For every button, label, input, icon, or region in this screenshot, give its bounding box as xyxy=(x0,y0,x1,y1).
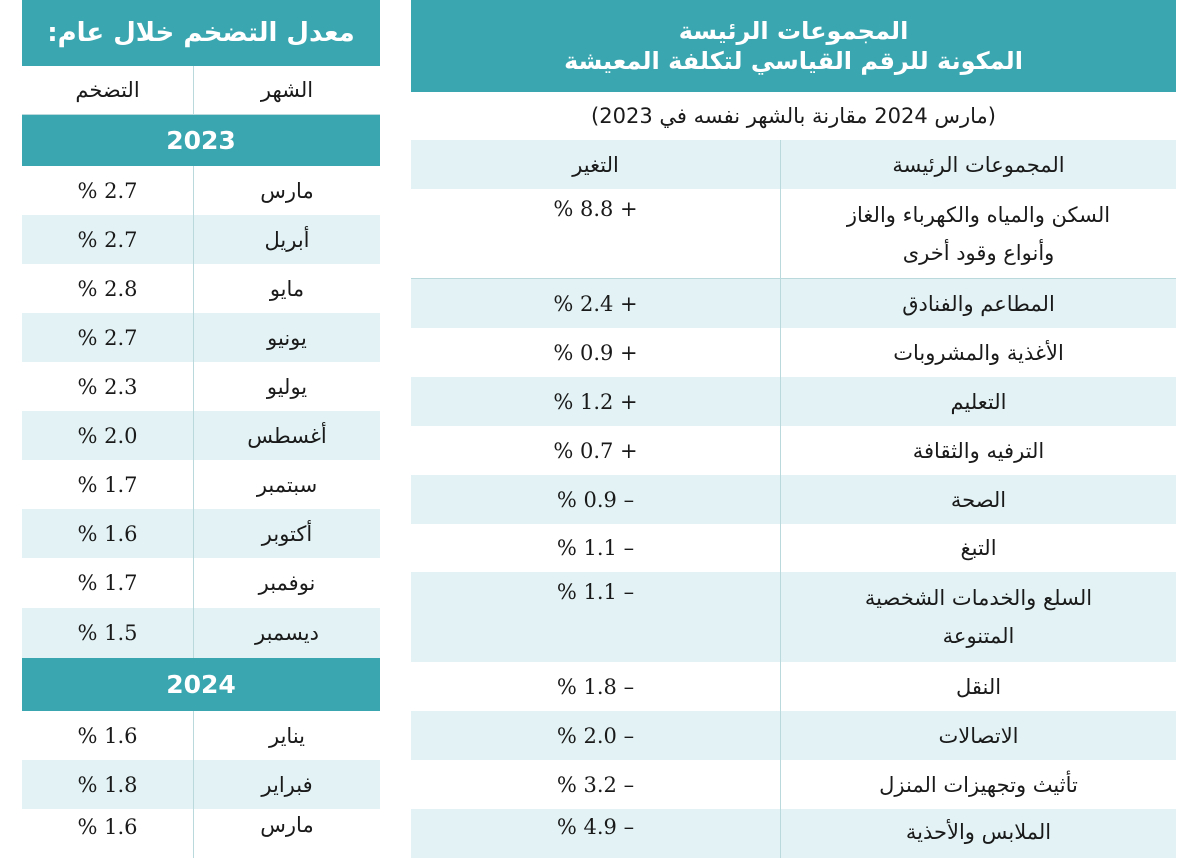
list-item xyxy=(22,166,380,215)
header-inflation: التضخم xyxy=(22,66,194,114)
table-row xyxy=(411,377,1176,426)
list-item xyxy=(22,362,380,411)
group-name: المطاعم والفنادق xyxy=(902,291,1055,316)
month-name: سبتمبر xyxy=(256,472,318,497)
change-value: % 2.4 + xyxy=(411,279,781,328)
list-item xyxy=(22,215,380,264)
inflation-value: % 1.6 xyxy=(22,509,194,558)
change-value: % 0.9 – xyxy=(411,475,781,524)
table-row xyxy=(411,711,1176,760)
list-item xyxy=(22,809,380,858)
month-name: يناير xyxy=(269,723,306,748)
group-name: التبغ xyxy=(960,536,997,560)
table-row xyxy=(411,524,1176,572)
inflation-value: % 1.5 xyxy=(22,608,194,658)
group-name: الاتصالات xyxy=(938,723,1019,748)
inflation-value: % 1.8 xyxy=(22,760,194,809)
group-name: تأثيث وتجهيزات المنزل xyxy=(879,772,1078,797)
table-row xyxy=(411,662,1176,711)
inflation-value: % 1.7 xyxy=(22,460,194,509)
month-name: أغسطس xyxy=(247,423,327,448)
table-row xyxy=(411,475,1176,524)
inflation-value: % 2.0 xyxy=(22,411,194,460)
main-table-title xyxy=(411,0,1176,92)
change-value: % 1.1 – xyxy=(411,572,781,662)
table-row xyxy=(411,809,1176,858)
list-item xyxy=(22,558,380,608)
table-row xyxy=(411,426,1176,475)
month-name: نوفمبر xyxy=(258,571,316,595)
list-item xyxy=(22,711,380,760)
inflation-value: % 1.6 xyxy=(22,711,194,760)
group-name: الصحة xyxy=(950,487,1007,512)
list-item xyxy=(22,760,380,809)
header-change: التغير xyxy=(411,140,781,189)
list-item xyxy=(22,509,380,558)
inflation-value: % 1.7 xyxy=(22,558,194,608)
header-group: المجموعات الرئيسة xyxy=(892,152,1065,177)
side-table-header-row xyxy=(22,66,380,115)
change-value: % 1.1 – xyxy=(411,524,781,572)
change-value: % 0.7 + xyxy=(411,426,781,475)
list-item xyxy=(22,460,380,509)
inflation-value: % 2.8 xyxy=(22,264,194,313)
list-item xyxy=(22,313,380,362)
change-value: % 4.9 – xyxy=(411,809,781,858)
group-name: التعليم xyxy=(950,389,1007,414)
main-table-subtitle: (مارس 2024 مقارنة بالشهر نفسه في 2023) xyxy=(411,92,1176,140)
month-name: يونيو xyxy=(267,325,307,350)
annual-inflation-table xyxy=(22,0,380,839)
year-2023-label: 2023 xyxy=(22,115,380,166)
main-title-line2: المكونة للرقم القياسي لتكلفة المعيشة xyxy=(564,47,1023,75)
change-value: % 1.2 + xyxy=(411,377,781,426)
change-value: % 8.8 + xyxy=(411,189,781,278)
list-item xyxy=(22,264,380,313)
group-name: النقل xyxy=(955,674,1002,699)
group-name: الترفيه والثقافة xyxy=(912,438,1045,463)
inflation-value: % 2.3 xyxy=(22,362,194,411)
group-name: السكن والمياه والكهرباء والغاز وأنواع وقود أخرى xyxy=(846,202,1111,265)
main-title-line1: المجموعات الرئيسة xyxy=(678,17,909,45)
change-value: % 1.8 – xyxy=(411,662,781,711)
group-name: السلع والخدمات الشخصية المتنوعة xyxy=(864,586,1093,648)
table-row xyxy=(411,328,1176,377)
table-row xyxy=(411,189,1176,279)
month-name: ديسمبر xyxy=(255,621,319,645)
change-value: % 3.2 – xyxy=(411,760,781,809)
table-row xyxy=(411,572,1176,662)
inflation-value: % 2.7 xyxy=(22,215,194,264)
month-name: مارس xyxy=(260,813,314,837)
group-name: الأغذية والمشروبات xyxy=(893,340,1064,365)
change-value: % 0.9 + xyxy=(411,328,781,377)
inflation-value: % 2.7 xyxy=(22,313,194,362)
group-name: الملابس والأحذية xyxy=(905,820,1052,844)
header-month: الشهر xyxy=(260,78,314,102)
month-name: مايو xyxy=(269,276,305,301)
month-name: مارس xyxy=(260,178,314,203)
table-row xyxy=(411,760,1176,809)
side-table-title: معدل التضخم خلال عام: xyxy=(22,0,380,66)
table-row xyxy=(411,279,1176,328)
month-name: أكتوبر xyxy=(261,521,313,546)
month-name: أبريل xyxy=(264,227,310,252)
main-table-header-row xyxy=(411,140,1176,189)
inflation-value: % 2.7 xyxy=(22,166,194,215)
inflation-value: % 1.6 xyxy=(22,809,194,858)
month-name: فبراير xyxy=(261,772,313,797)
list-item xyxy=(22,608,380,658)
list-item xyxy=(22,411,380,460)
month-name: يوليو xyxy=(266,374,308,399)
year-2024-label: 2024 xyxy=(22,658,380,711)
cost-of-living-groups-table xyxy=(411,0,1176,844)
change-value: % 2.0 – xyxy=(411,711,781,760)
